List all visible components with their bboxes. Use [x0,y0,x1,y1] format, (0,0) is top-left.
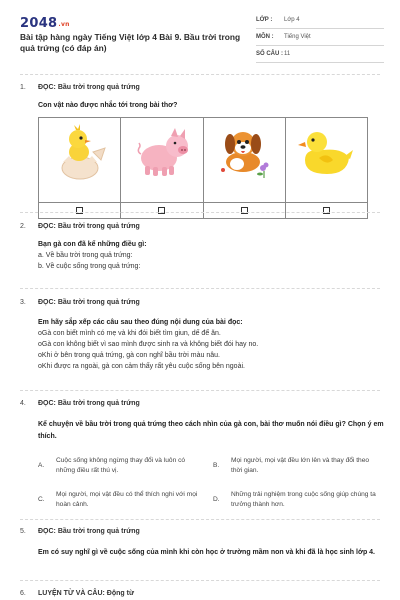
answer-line: a. Về bầu trời trong quả trứng: [38,252,133,259]
meta-row-grade [256,12,384,29]
option-letter[interactable]: B. [213,462,220,469]
sortable-item[interactable]: oGà con biết mình có mẹ và khi đói biết tìm giun, dế để ăn. [38,330,221,337]
question-3 [20,297,390,372]
duckling-icon [295,122,357,182]
option-b[interactable]: Mọi người, mọi vật đều lớn lên và thay đổi theo thời gian. [231,457,370,474]
sortable-item[interactable]: oGà con không biết vì sao mình được sinh ra và không biết đói hay no. [38,341,259,348]
question-number: 1. [20,83,26,91]
question-tag: ĐỌC: Bầu trời trong quả trứng [38,527,140,535]
meta-row-count [256,46,384,63]
answer-line: b. Về cuộc sống trong quả trứng: [38,263,141,270]
option-letter[interactable]: C. [38,496,45,503]
question-tag: ĐỌC: Bầu trời trong quả trứng [38,222,140,230]
question-prompt: Kể chuyện về bầu trời trong quả trứng theo cách nhìn của gà con, bài thơ muốn nói điều gì? Chọn ý em thích. [38,421,384,440]
meta-info [256,12,384,63]
divider [20,519,380,520]
question-prompt: Em có suy nghĩ gì về cuộc sống của mình khi còn học ở trường mầm non và khi đã là học sinh lớp 4. [38,549,375,556]
page-title: Bài tập hàng ngày Tiếng Việt lớp 4 Bài 9. Bầu trời trong quả trứng (có đáp án) [20,32,241,53]
chick-hatching-icon [49,122,111,182]
question-header [20,588,390,598]
question-header [20,82,390,92]
question-header [20,221,390,231]
checkbox-cell [204,203,286,218]
divider [20,74,380,75]
divider [20,212,380,213]
question-2 [20,221,390,272]
question-4 [20,398,390,517]
pig-icon [131,122,193,182]
meta-key: SỐ CÂU : [256,51,283,57]
meta-row-subject [256,29,384,46]
page-header [0,0,400,72]
question-5 [20,526,390,559]
question-header [20,297,390,307]
question-tag: ĐỌC: Bầu trời trong quả trứng [38,298,140,306]
image-cell [39,118,121,202]
question-tag: ĐỌC: Bầu trời trong quả trứng [38,399,140,407]
question-1 [20,82,390,219]
meta-key: MÔN : [256,34,274,40]
question-number: 2. [20,222,26,230]
site-logo[interactable]: 2048.vn [20,16,70,31]
option-letter[interactable]: D. [213,496,220,503]
option-a[interactable]: Cuộc sống không ngừng thay đổi và luôn có những điều rất thú vị. [56,457,186,474]
checkbox-cell [39,203,121,218]
checkbox-cell [286,203,367,218]
sortable-item[interactable]: oKhi được ra ngoài, gà con cảm thấy rất yêu cuộc sống bên ngoài. [38,363,245,370]
meta-key: LỚP : [256,17,273,23]
question-prompt: Em hãy sắp xếp các câu sau theo đúng nội dung của bài đọc: [38,319,243,326]
divider [20,580,380,581]
meta-value: 11 [284,51,291,57]
sortable-item[interactable]: oKhi ở bên trong quả trứng, gà con nghĩ bầu trời màu nâu. [38,352,220,359]
puppy-icon [213,122,275,182]
options-table [38,449,388,517]
question-header [20,526,390,536]
question-number: 3. [20,298,26,306]
meta-value: Lớp 4 [284,17,300,23]
question-number: 6. [20,589,26,597]
checkbox-cell [121,203,203,218]
meta-value: Tiếng Việt [284,34,311,40]
image-grid [38,117,368,203]
question-number: 5. [20,527,26,535]
question-prompt: Bạn gà con đã kể những điều gì: [38,241,147,248]
question-tag: ĐỌC: Bầu trời trong quả trứng [38,83,140,91]
question-number: 4. [20,399,26,407]
checkbox-row [38,203,368,219]
question-6 [20,588,390,598]
image-cell [204,118,286,202]
option-c[interactable]: Mọi người, mọi vật đều có thể thích nghi với mọi hoàn cảnh. [56,491,198,508]
question-header [20,398,390,408]
option-letter[interactable]: A. [38,462,45,469]
image-cell [121,118,203,202]
divider [20,390,380,391]
option-d[interactable]: Những trải nghiệm trong cuộc sống giúp chúng ta trưởng thành hơn. [231,491,376,508]
question-tag: LUYỆN TỪ VÀ CÂU: Động từ [38,589,135,597]
divider [20,288,380,289]
question-prompt: Con vật nào được nhắc tới trong bài thơ? [38,102,178,109]
image-cell [286,118,367,202]
